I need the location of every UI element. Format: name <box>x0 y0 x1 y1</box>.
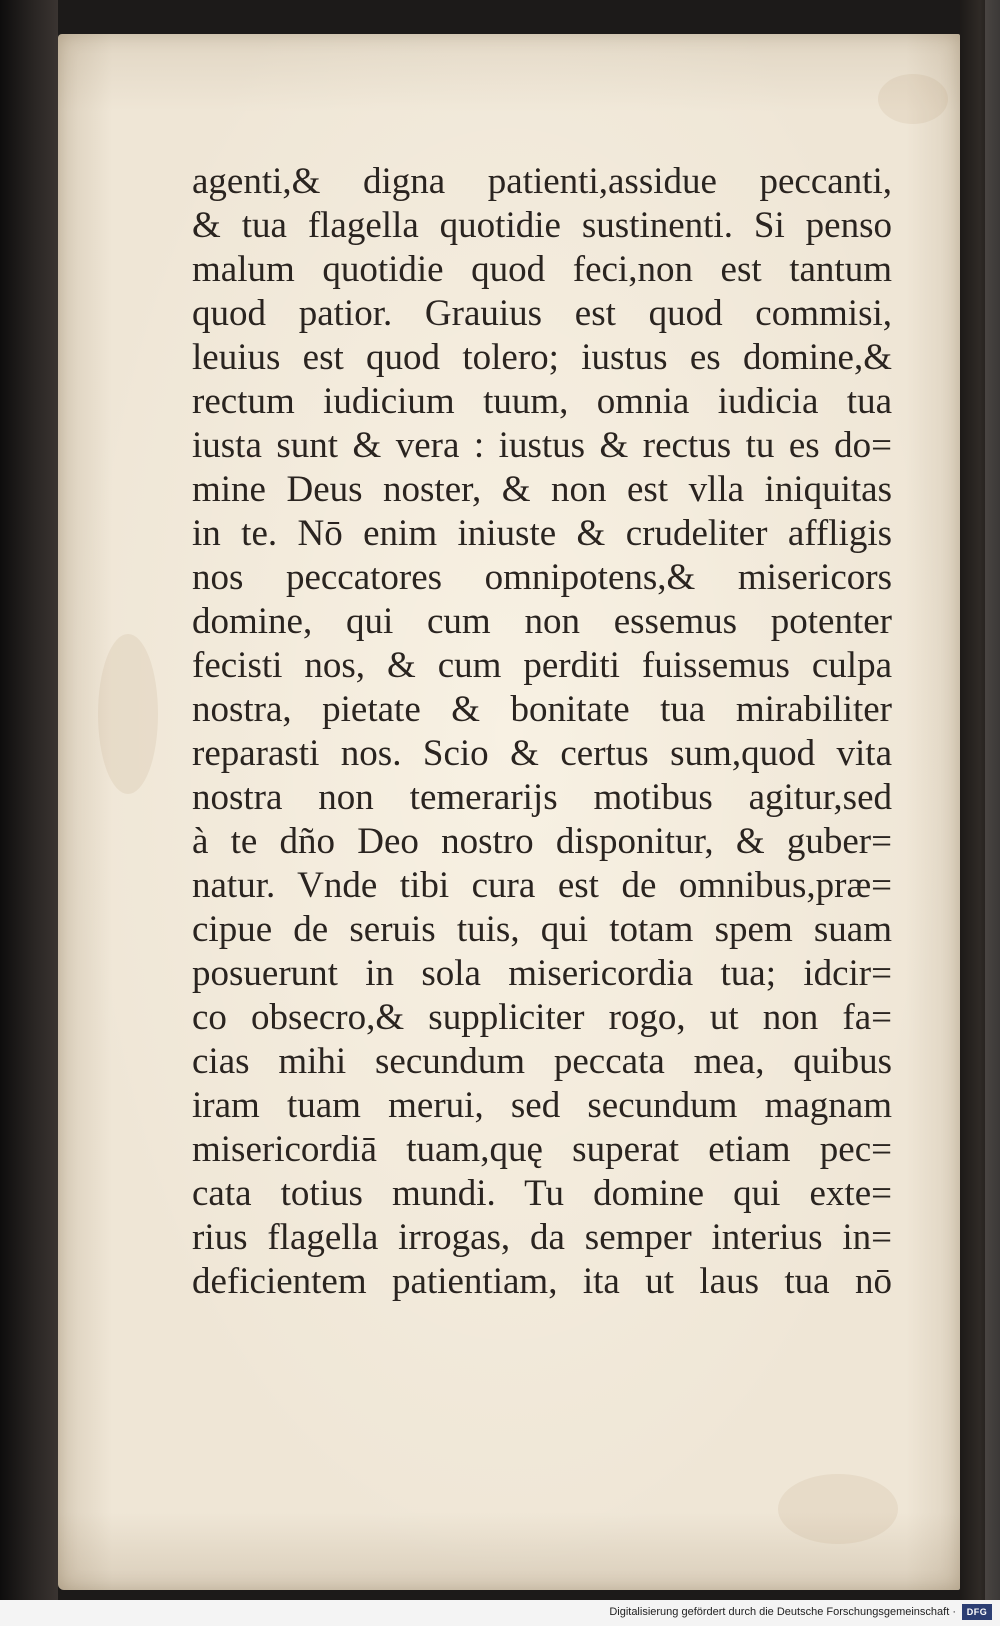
color-bar-edge <box>985 0 1000 1600</box>
text-line: iusta sunt & vera : iustus & rectus tu es do= <box>192 425 892 466</box>
text-line: nostra, pietate & bonitate tua mirabiliter <box>192 689 892 730</box>
page-text-block <box>192 160 892 1304</box>
text-line: posuerunt in sola misericordia tua; idcir= <box>192 953 892 994</box>
text-line: fecisti nos, & cum perditi fuissemus culpa <box>192 645 892 686</box>
text-line: cias mihi secundum peccata mea, quibus <box>192 1041 892 1082</box>
page-stain <box>778 1474 898 1544</box>
text-line: iram tuam merui, sed secundum magnam <box>192 1085 892 1126</box>
text-line: deficientem patientiam, ita ut laus tua nō <box>192 1261 892 1302</box>
text-line: nos peccatores omnipotens,& misericors <box>192 557 892 598</box>
text-line: rectum iudicium tuum, omnia iudicia tua <box>192 381 892 422</box>
text-line: natur. Vnde tibi cura est de omnibus,præ= <box>192 865 892 906</box>
text-line: & tua flagella quotidie sustinenti. Si penso <box>192 205 892 246</box>
text-line: rius flagella irrogas, da semper interius in= <box>192 1217 892 1258</box>
text-line: mine Deus noster, & non est vlla iniquitas <box>192 469 892 510</box>
text-line: quod patior. Grauius est quod commisi, <box>192 293 892 334</box>
page-stain <box>878 74 948 124</box>
book-cover-left-edge <box>0 0 58 1600</box>
text-line: cata totius mundi. Tu domine qui exte= <box>192 1173 892 1214</box>
dfg-logo: DFG <box>962 1604 992 1620</box>
text-line: in te. Nō enim iniuste & crudeliter affligis <box>192 513 892 554</box>
text-line: co obsecro,& suppliciter rogo, ut non fa= <box>192 997 892 1038</box>
text-line: nostra non temerarijs motibus agitur,sed <box>192 777 892 818</box>
text-line: à te dño Deo nostro disponitur, & guber= <box>192 821 892 862</box>
text-line: cipue de seruis tuis, qui totam spem suam <box>192 909 892 950</box>
page-stain <box>98 634 158 794</box>
text-line: leuius est quod tolero; iustus es domine,& <box>192 337 892 378</box>
funding-credit: Digitalisierung gefördert durch die Deutsche Forschungsgemeinschaft · <box>609 1606 956 1618</box>
text-line: domine, qui cum non essemus potenter <box>192 601 892 642</box>
text-line: misericordiā tuam,quę superat etiam pec= <box>192 1129 892 1170</box>
text-line: malum quotidie quod feci,non est tantum <box>192 249 892 290</box>
text-line: agenti,& digna patienti,assidue peccanti, <box>192 161 892 202</box>
text-line: reparasti nos. Scio & certus sum,quod vita <box>192 733 892 774</box>
